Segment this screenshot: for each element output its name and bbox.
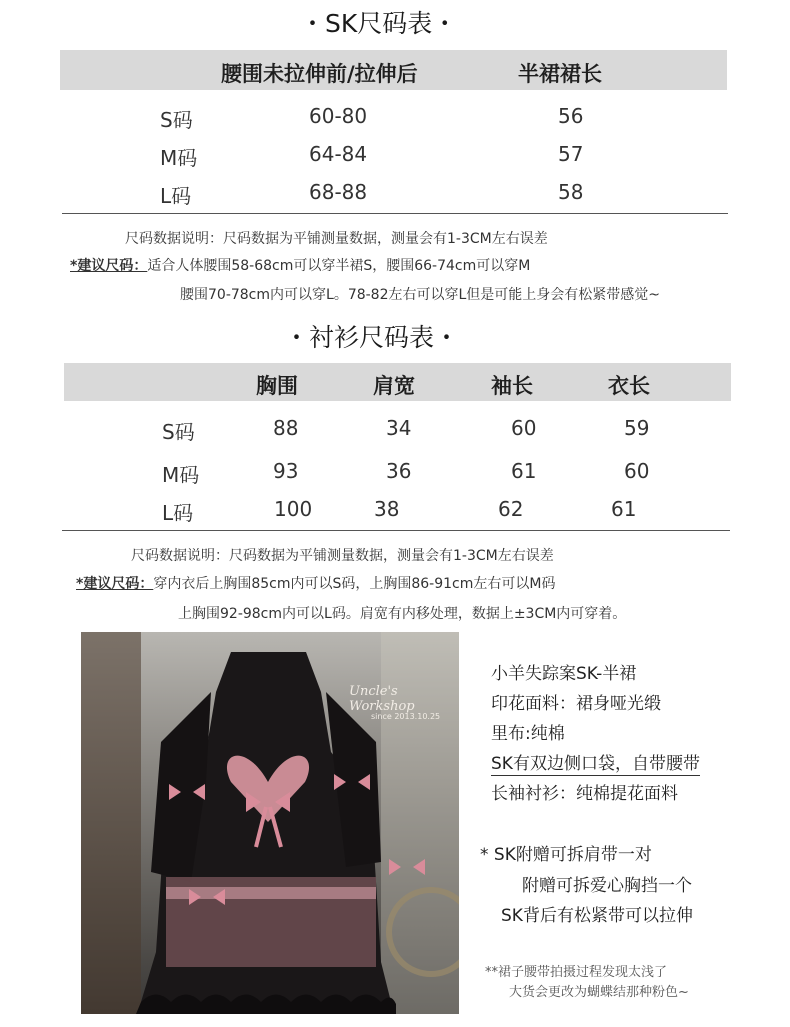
sk-advice-line2: 腰围70-78cm内可以穿L。78-82左右可以穿L但是可能上身会有松紧带感觉~ [180,287,661,303]
footnote-line: 大货会更改为蝴蝶结那种粉色~ [509,985,689,1000]
sk-note: 尺码数据说明：尺码数据为平铺测量数据，测量会有1-3CM左右误差 [125,231,548,247]
desc-line: 印花面料：裙身哑光缎 [491,694,661,714]
shirt-row-sleeve: 61 [511,459,537,483]
shirt-table-title: ・衬衫尺码表・ [284,323,460,352]
shirt-row-size: S码 [162,420,195,444]
gift-line: SK背后有松紧带可以拉伸 [501,906,693,926]
sk-advice-line1: 适合人体腰围58-68cm可以穿半裙S，腰围66-74cm可以穿M [147,258,531,274]
shirt-header-chest: 胸围 [256,374,298,398]
desc-line: 长袖衬衫：纯棉提花面料 [491,784,678,804]
desc-line: 小羊失踪案SK-半裙 [491,664,637,684]
shirt-advice-label: *建议尺码： [76,576,154,592]
sk-row-waist: 68-88 [309,180,368,204]
gift-line: 附赠可拆爱心胸挡一个 [522,876,692,896]
product-photo [81,632,459,1014]
sk-row-waist: 60-80 [309,104,368,128]
shirt-note: 尺码数据说明：尺码数据为平铺测量数据，测量会有1-3CM左右误差 [131,548,554,564]
shirt-row-sleeve: 60 [511,416,537,440]
shirt-table-divider [62,530,730,531]
footnote-line: **裙子腰带拍摄过程发现太浅了 [485,965,668,980]
shirt-row-chest: 88 [273,416,299,440]
shirt-advice-line2: 上胸围92-98cm内可以L码。肩宽有内移处理，数据上±3CM内可穿着。 [178,606,627,622]
sk-row-length: 56 [558,104,584,128]
shirt-header-length: 衣长 [608,374,650,398]
shirt-row-size: M码 [162,463,200,487]
shirt-advice [76,573,555,593]
shirt-row-size: L码 [162,501,194,525]
shirt-row-length: 60 [624,459,650,483]
sk-table-divider [62,213,728,214]
watermark-brand: Uncle's Workshop [349,684,415,714]
shirt-header-shoulder: 肩宽 [373,374,415,398]
sk-row-size: S码 [160,108,193,132]
sk-table-title: ・SK尺码表・ [300,9,458,38]
shirt-row-chest: 93 [273,459,299,483]
shirt-header-sleeve: 袖长 [491,374,533,398]
shirt-row-shoulder: 34 [386,416,412,440]
desc-line: 里布:纯棉 [491,724,565,744]
sk-row-length: 58 [558,180,584,204]
sk-row-size: M码 [160,146,198,170]
desc-line-text: SK有双边侧口袋，自带腰带 [491,754,700,774]
watermark-since: since 2013.10.25 [371,712,441,721]
sk-advice [70,255,530,275]
sk-header-waist: 腰围未拉伸前/拉伸后 [221,62,418,86]
shirt-row-shoulder: 38 [374,497,400,521]
shirt-advice-line1: 穿内衣后上胸围85cm内可以S码，上胸围86-91cm左右可以M码 [153,576,556,592]
sk-header-length: 半裙裙长 [518,62,602,86]
sk-row-length: 57 [558,142,584,166]
shirt-row-chest: 100 [274,497,313,521]
shirt-row-length: 61 [611,497,637,521]
shirt-row-shoulder: 36 [386,459,412,483]
sk-row-size: L码 [160,184,192,208]
desc-line-underlined [491,749,700,774]
shirt-row-sleeve: 62 [498,497,524,521]
sk-row-waist: 64-84 [309,142,368,166]
sk-advice-label: *建议尺码： [70,258,148,274]
shirt-row-length: 59 [624,416,650,440]
gift-line: * SK附赠可拆肩带一对 [480,845,652,865]
